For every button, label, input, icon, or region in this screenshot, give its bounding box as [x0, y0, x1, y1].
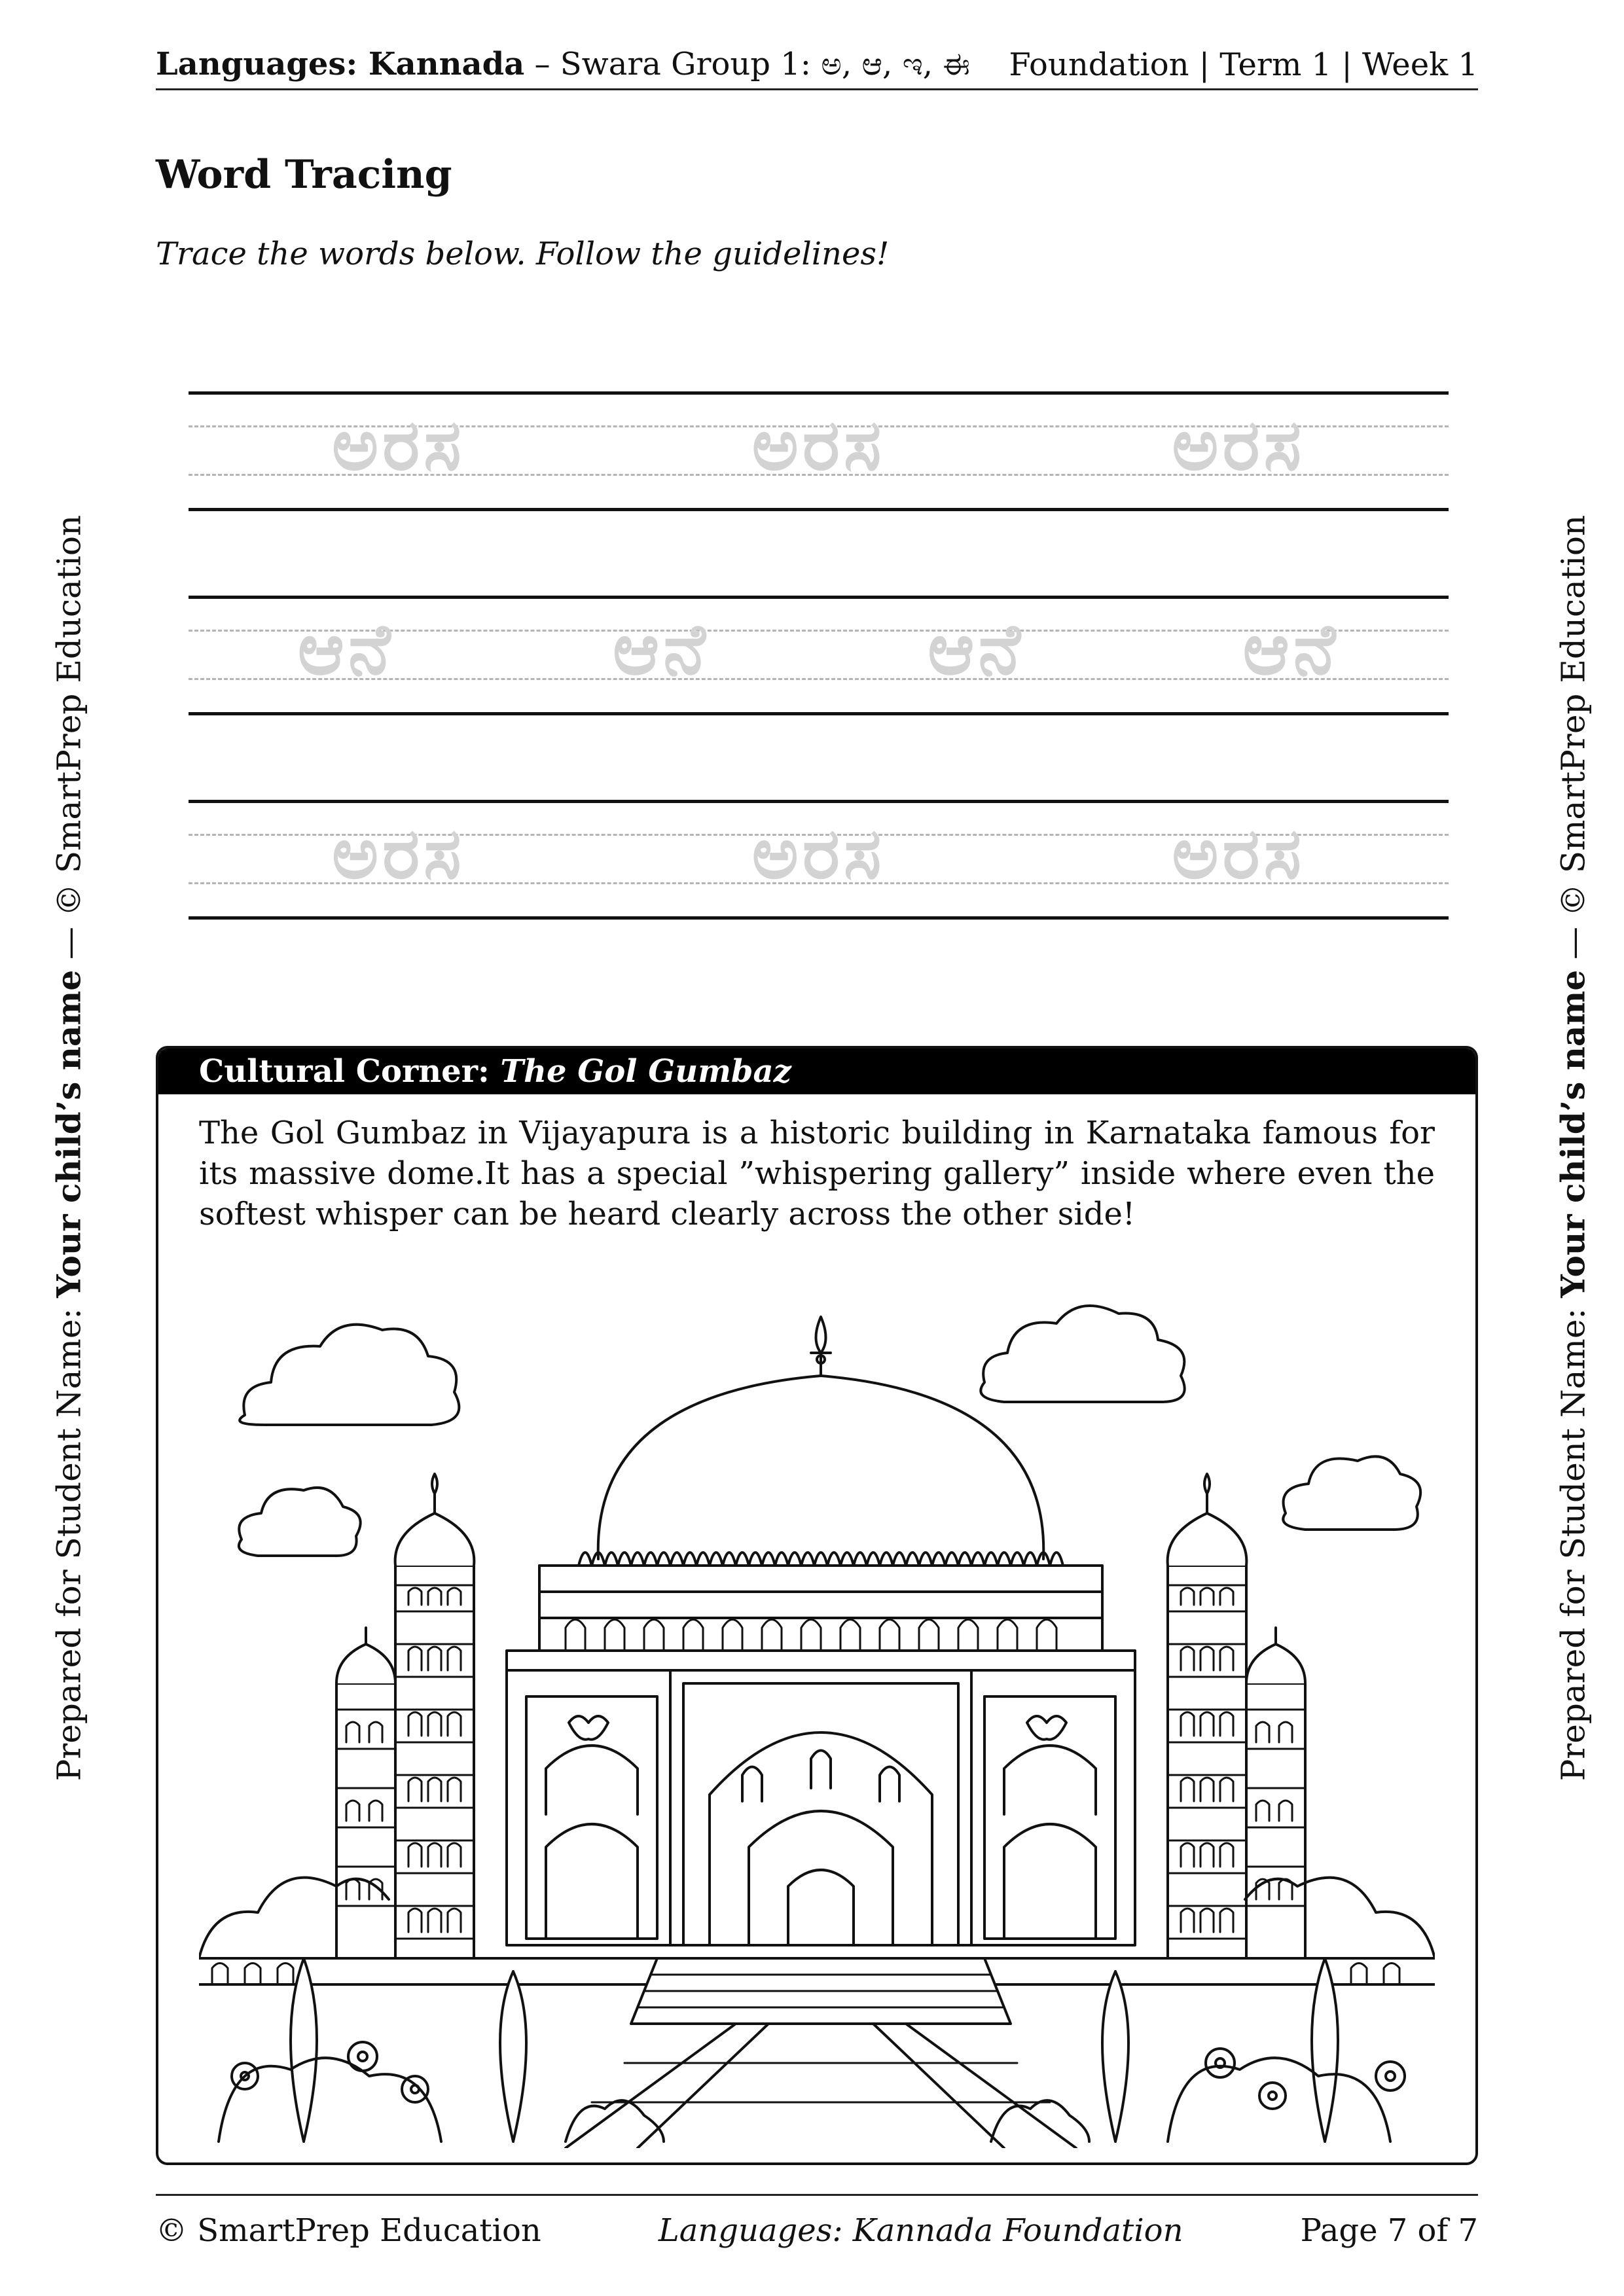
student-name: Your child’s name	[1553, 969, 1593, 1298]
tower	[1168, 1474, 1247, 1958]
base-line	[189, 712, 1449, 715]
gol-gumbaz-coloring-illustration[interactable]	[199, 1304, 1435, 2148]
side-suffix: — © SmartPrep Education	[1554, 514, 1593, 970]
top-line	[189, 596, 1449, 599]
cloud-icon	[1283, 1456, 1420, 1530]
header-subject	[156, 46, 970, 83]
tower	[395, 1474, 475, 1958]
side-credit-right	[1554, 515, 1593, 1781]
tower	[336, 1628, 395, 1958]
cloud-icon	[239, 1488, 361, 1556]
footer-course: Languages: Kannada Foundation	[658, 2212, 1183, 2249]
cloud-icon	[981, 1306, 1184, 1402]
trace-word[interactable]: ಅರಸ	[332, 813, 465, 895]
top-line	[189, 391, 1449, 395]
trace-word[interactable]: ಆನೆ	[613, 609, 710, 691]
tracing-row	[189, 596, 1449, 713]
trace-word[interactable]: ಅರಸ	[751, 813, 886, 895]
side-prefix: Prepared for Student Name:	[50, 1297, 88, 1782]
side-prefix: Prepared for Student Name:	[1554, 1297, 1593, 1782]
top-line	[189, 800, 1449, 803]
cultural-corner-text: The Gol Gumbaz in Vijayapura is a historic building in Karnataka famous for its massive dome.It has a special ”whispering gallery” inside where even the softest whisper can be heard clearly across the other side!	[199, 1115, 1435, 1232]
cultural-corner-topic: The Gol Gumbaz	[500, 1053, 791, 1090]
cultural-corner-header	[158, 1049, 1475, 1094]
trace-word[interactable]: ಆನೆ	[928, 609, 1024, 691]
trace-word[interactable]: ಅರಸ	[1172, 813, 1305, 895]
side-credit-left	[50, 515, 88, 1781]
tower	[1246, 1628, 1305, 1958]
footer-copyright: © SmartPrep Education	[156, 2212, 541, 2249]
trace-word[interactable]: ಆನೆ	[297, 609, 395, 691]
trace-word[interactable]: ಅರಸ	[751, 404, 886, 486]
trace-word[interactable]: ಅರಸ	[332, 404, 465, 486]
base-line	[189, 508, 1449, 511]
tracing-row	[189, 391, 1449, 509]
cultural-corner-box	[156, 1046, 1478, 2165]
page-number: Page 7 of 7	[1300, 2212, 1478, 2249]
base-line	[189, 916, 1449, 920]
cloud-icon	[240, 1325, 459, 1425]
side-suffix: — © SmartPrep Education	[50, 514, 88, 970]
tracing-row	[189, 800, 1449, 918]
header-subject-bold: Languages: Kannada	[156, 46, 525, 82]
page-header	[156, 41, 1478, 90]
header-level: Foundation | Term 1 | Week 1	[1009, 46, 1478, 83]
header-subject-rest: – Swara Group 1: ಅ, ಆ, ಇ, ಈ	[524, 46, 970, 82]
trace-word[interactable]: ಆನೆ	[1242, 609, 1340, 691]
section-title: Word Tracing	[156, 152, 452, 198]
page-footer	[156, 2194, 1478, 2253]
section-instruction: Trace the words below. Follow the guidelines!	[156, 236, 890, 272]
flower-icon	[232, 2042, 1405, 2109]
student-name: Your child’s name	[49, 969, 88, 1298]
trace-word[interactable]: ಅರಸ	[1172, 404, 1305, 486]
cultural-corner-label: Cultural Corner:	[199, 1053, 501, 1090]
